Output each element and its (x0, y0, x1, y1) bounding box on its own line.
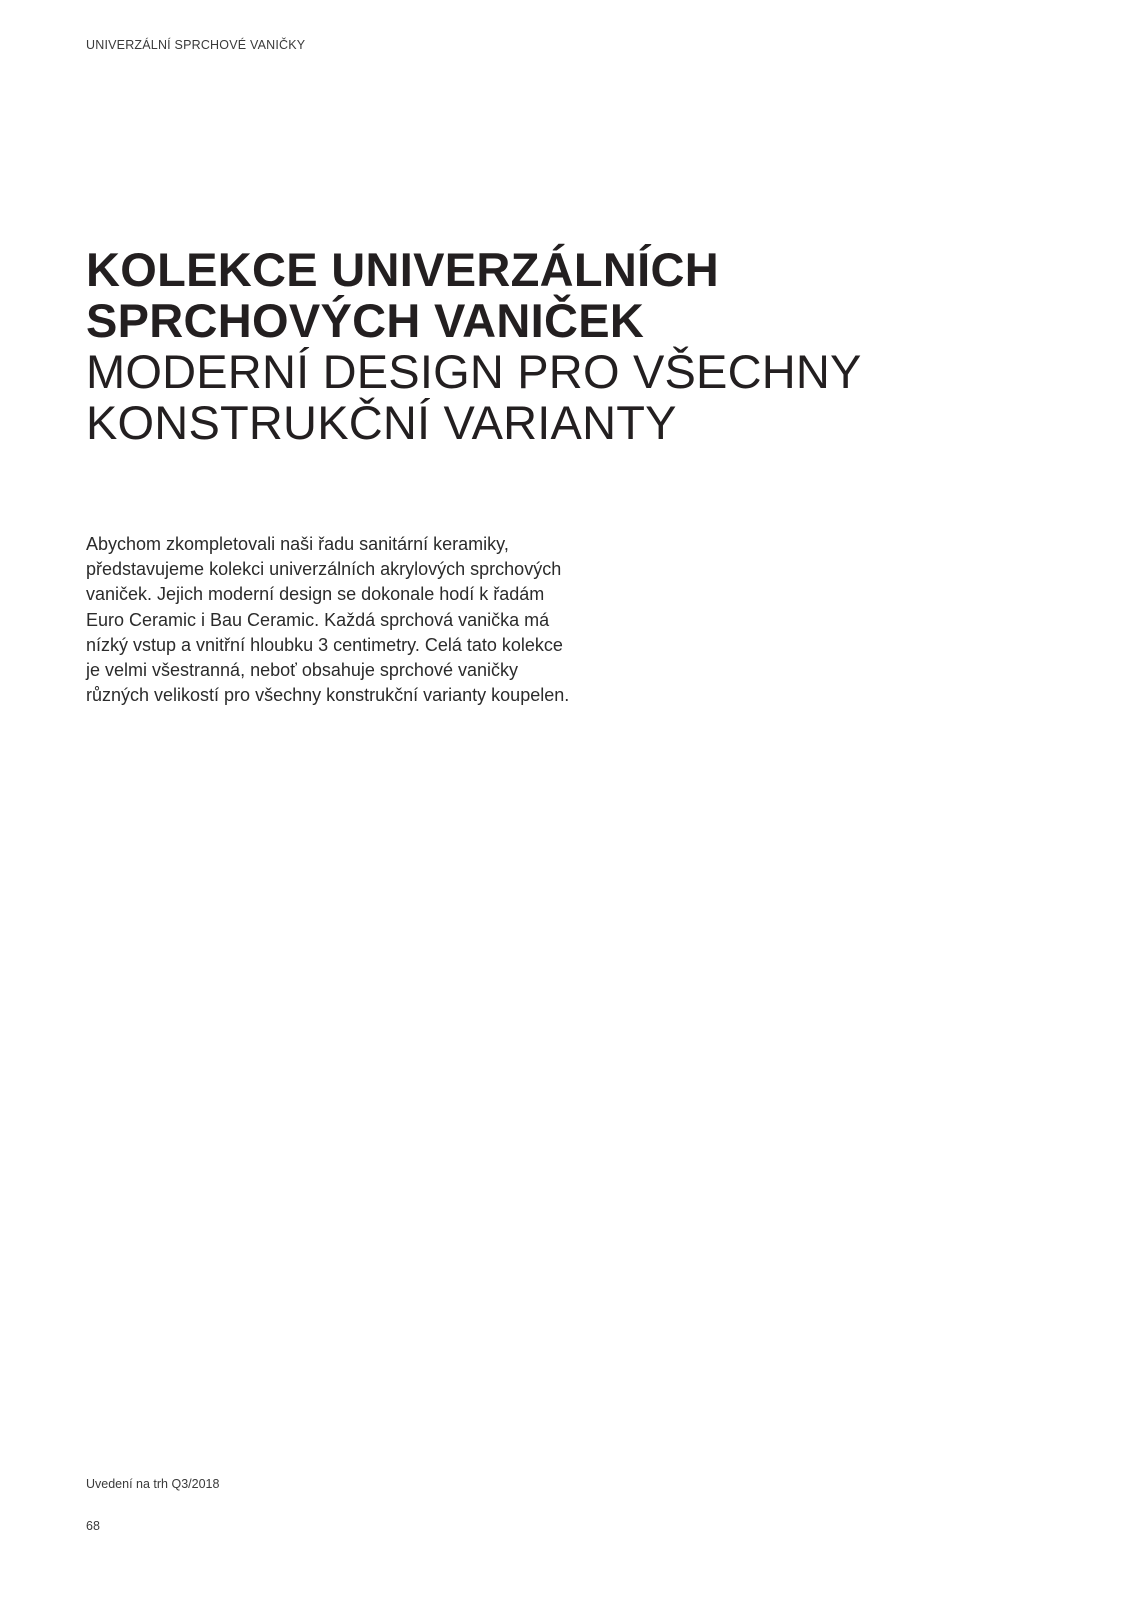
title-block (86, 244, 1046, 448)
subtitle-line: MODERNÍ DESIGN PRO VŠECHNY (86, 345, 862, 398)
intro-line: je velmi všestranná, neboť obsahuje sprchové vaničky (86, 660, 518, 681)
intro-line: vaniček. Jejich moderní design se dokonale hodí k řadám (86, 584, 545, 605)
page-subtitle (86, 346, 1046, 448)
intro-line: představujeme kolekci univerzálních akrylových sprchových (86, 559, 562, 580)
page-number: 68 (86, 1519, 100, 1533)
launch-note: Uvedení na trh Q3/2018 (86, 1477, 220, 1491)
intro-line: nízký vstup a vnitřní hloubku 3 centimetry. Celá tato kolekce (86, 634, 563, 655)
intro-paragraph (86, 532, 706, 708)
intro-line: Euro Ceramic i Bau Ceramic. Každá sprchová vanička má (86, 609, 550, 630)
title-line: KOLEKCE UNIVERZÁLNÍCH (86, 243, 719, 296)
subtitle-line: KONSTRUKČNÍ VARIANTY (86, 396, 677, 449)
intro-line: různých velikostí pro všechny konstrukční varianty koupelen. (86, 685, 570, 706)
page-title (86, 244, 1046, 346)
title-line: SPRCHOVÝCH VANIČEK (86, 294, 645, 347)
intro-line: Abychom zkompletovali naši řadu sanitární keramiky, (86, 534, 509, 554)
running-header: UNIVERZÁLNÍ SPRCHOVÉ VANIČKY (86, 38, 306, 52)
